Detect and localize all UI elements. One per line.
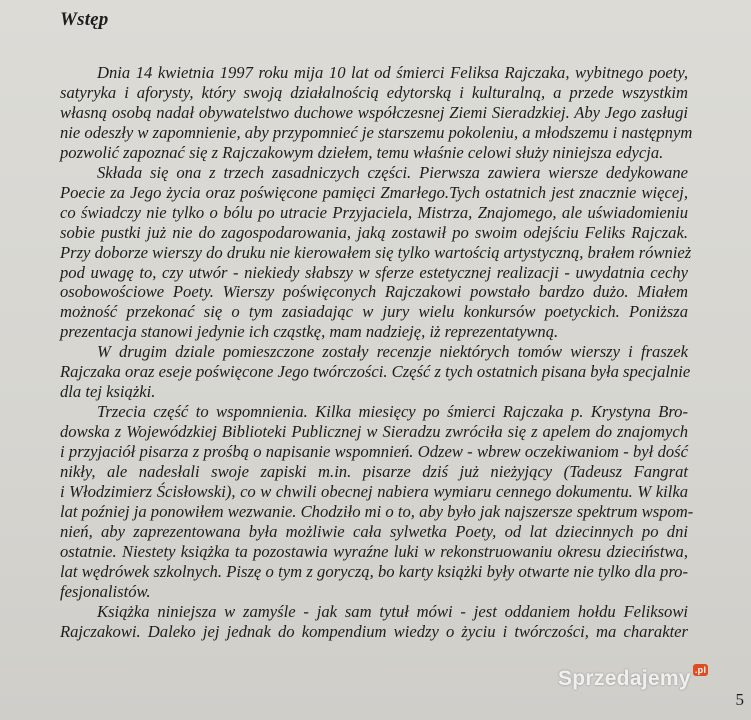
text-line: W drugim dziale pomieszczone zostały recenzje niektórych tomów wierszy i fraszek: [97, 342, 688, 362]
text-line: fesjonalistów.: [60, 581, 151, 601]
text-line: Książka niniejsza w zamyśle - jak sam tytuł mówi - jest oddaniem hołdu Feliksowi: [97, 601, 688, 621]
text-line: własną osobą nadał obywatelstwo duchowe współczesnej Ziemi Sieradzkiej. Aby Jego zasługi: [60, 102, 688, 122]
text-line: Rajczaka oraz eseje poświęcone Jego twórczości. Część z tych ostatnich pisana była specjalnie: [60, 362, 691, 382]
text-line: Trzecia część to wspomnienia. Kilka miesięcy po śmierci Rajczaka p. Krystyna Bro-: [97, 402, 688, 422]
text-line: nie odeszły w zapomnienie, aby przypomnieć je starszemu pokoleniu, a młodszemu i następnym: [60, 122, 693, 142]
text-line: i przyjaciół pisarza z prośbą o napisanie wspomnień. Odzew - wbrew oczekiwaniom - był dość: [60, 442, 688, 462]
text-line: ostatnie. Niestety książka ta pozostawia wyraźne luki w rekonstruowaniu okresu dzieciństwa,: [60, 541, 688, 561]
watermark-logo: [558, 664, 708, 691]
text-line: sobie pustki już nie do zagospodarowania, jaką zostawił po swoim odejściu Feliks Rajczak.: [60, 222, 688, 242]
watermark-text: Sprzedajemy: [558, 667, 691, 690]
page-number: 5: [735, 690, 744, 709]
text-line: lat wędrówek szkolnych. Piszę o tym z goryczą, bo karty książki były otwarte nie tylko dla pro-: [60, 561, 688, 581]
text-line: satyryka i aforysty, który swoją działalnością edytorską i kulturalną, a przede wszystkim: [60, 82, 688, 102]
text-line: Dnia 14 kwietnia 1997 roku mija 10 lat od śmierci Feliksa Rajczaka, wybitnego poety,: [97, 63, 688, 82]
text-line: dla tej książki.: [60, 382, 156, 402]
text-line: dowska z Wojewódzkiej Biblioteki Publicznej w Sieradzu zwróciła się z apelem do znajomych: [60, 422, 688, 442]
text-line: Rajczakowi. Daleko jej jednak do kompendium wiedzy o życiu i twórczości, ma charakter: [60, 621, 688, 641]
text-line: pod uwagę to, czy utwór - niekiedy słabszy w sferze estetycznej realizacji - uwydatnia cechy: [60, 262, 688, 282]
text-line: prezentacja stanowi jedynie ich cząstkę, mam nadzieję, iż reprezentatywną.: [60, 322, 559, 342]
watermark-suffix: .pl: [694, 665, 707, 675]
text-line: co świadczy nie tylko o bólu po utracie Przyjaciela, Mistrza, Znajomego, ale uświadomieniu: [60, 202, 688, 222]
text-line: Poecie za Jego życia oraz poświęcone pamięci Zmarłego.Tych ostatnich jest znacznie więcej,: [60, 182, 688, 202]
body-text: [60, 63, 694, 642]
text-line: nikły, ale nadesłali swoje zapiski m.in. pisarze dziś już nieżyjący (Tadeusz Fangrat: [60, 462, 688, 482]
section-heading: Wstęp: [60, 9, 109, 30]
text-line: pozwolić zapoznać się z Rajczakowym dziełem, temu właśnie celowi służy niniejsza edycja.: [60, 142, 664, 162]
text-line: nień, aby zaprezentowana była możliwie cała sylwetka Poety, od lat dziecinnych po dni: [60, 521, 688, 541]
text-line: Składa się ona z trzech zasadniczych części. Pierwsza zawiera wiersze dedykowane: [97, 162, 688, 182]
text-line: możność przekonać się o tym zasiadając w jury wielu konkursów poetyckich. Poniższa: [60, 302, 688, 322]
text-line: lat poźniej ja ponowiłem wezwanie. Chodziło mi o to, aby było jak najszersze spektrum wspom-: [60, 501, 694, 521]
text-line: osobowościowe Poety. Wierszy poświęconych Rajczakowi powstało bardzo dużo. Miałem: [60, 282, 688, 302]
text-line: i Włodzimierz Ścisłowski), co w chwili obecnej nabiera wymiaru cennego dokumentu. W kilka: [60, 482, 688, 502]
text-line: Przy doborze wierszy do druku nie kierowałem się tylko wartością artystyczną, brałem również: [60, 242, 692, 262]
